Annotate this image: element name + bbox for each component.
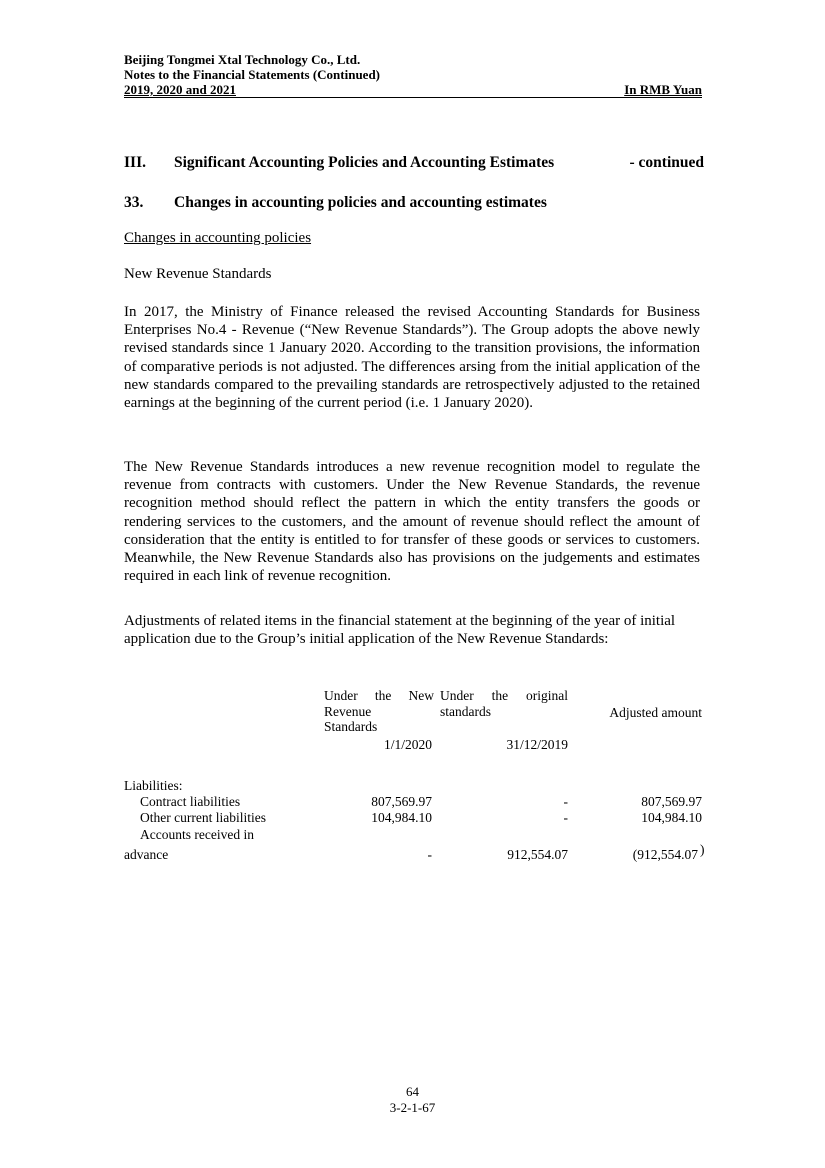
section-title: Significant Accounting Policies and Accounting Estimates [174, 154, 555, 171]
cell-other-original: - [563, 810, 568, 825]
row-label-other-current-liabilities: Other current liabilities [140, 810, 266, 825]
column-header-new-standards-line2: Standards [324, 719, 378, 734]
page-number: 64 [406, 1084, 419, 1099]
cell-advance-adjusted: (912,554.07 [632, 847, 698, 862]
cell-contract-original: - [563, 794, 568, 809]
column-date-new: 1/1/2020 [383, 737, 432, 752]
new-revenue-standards-heading: New Revenue Standards [124, 266, 272, 282]
cell-advance-original: 912,554.07 [507, 847, 568, 862]
group-label-liabilities: Liabilities: [124, 778, 183, 793]
document-subtitle: Notes to the Financial Statements (Continued) [124, 67, 381, 82]
column-header-original-standards [440, 688, 568, 719]
cell-other-adjusted: 104,984.10 [641, 810, 702, 825]
currency-note: In RMB Yuan [624, 82, 702, 97]
column-header-original-line2: standards [440, 703, 491, 719]
cell-other-new: 104,984.10 [371, 810, 432, 825]
section-heading [124, 154, 704, 172]
paragraph-2: The New Revenue Standards introduces a new revenue recognition model to regulate the revenue from contracts with customers. Under the New Revenue Standards, the revenue recognition method should reflect the pattern in which the entity transfers the goods or rendering services to the customers, and the amount of revenue should reflect the amount of consideration that the entity is entitled to for transfer of these goods or services to customers. Meanwhile, the New Revenue Standards also has provisions on the judgements and estimates required in each link of revenue recognition. [124, 459, 700, 585]
cell-contract-new: 807,569.97 [371, 794, 432, 809]
header-period-row [124, 82, 702, 98]
column-header-new-standards [324, 688, 434, 735]
column-header-adjusted-amount: Adjusted amount [609, 705, 702, 720]
page-header [124, 52, 702, 98]
cell-advance-new: - [427, 847, 432, 862]
section-suffix: - continued [629, 154, 704, 171]
section-number: III. [124, 154, 146, 171]
cell-contract-adjusted: 807,569.97 [641, 794, 702, 809]
document-reference: 3-2-1-67 [389, 1100, 436, 1115]
row-label-accounts-received-line2: advance [124, 847, 169, 862]
row-label-contract-liabilities: Contract liabilities [140, 794, 241, 809]
paragraph-1: In 2017, the Ministry of Finance released the revised Accounting Standards for Business Enterprises No.4 - Revenue (“New Revenue Standards”). The Group adopts the above newly revised standards since 1 January 2020. According to the transition provisions, the information of comparative periods is not adjusted. The differences arsing from the initial application of the new standards compared to the prevailing standards are retrospectively adjusted to the retained earnings at the beginning of the current period (i.e. 1 January 2020). [124, 304, 700, 412]
row-label-accounts-received-line1: Accounts received in [140, 827, 254, 842]
column-header-new-standards-line1: Under the New Revenue [324, 688, 434, 719]
subsection-title: Changes in accounting policies and accounting estimates [174, 194, 547, 211]
subsection-number: 33. [124, 194, 144, 211]
changes-in-policies-heading: Changes in accounting policies [124, 230, 312, 246]
paragraph-3: Adjustments of related items in the financial statement at the beginning of the year of initial application due to the Group’s initial application of the New Revenue Standards: [124, 613, 676, 648]
period-years: 2019, 2020 and 2021 [124, 82, 236, 97]
column-date-original: 31/12/2019 [506, 737, 568, 752]
cell-advance-adjusted-close-paren: ) [700, 842, 705, 857]
company-name: Beijing Tongmei Xtal Technology Co., Ltd. [124, 52, 361, 67]
subsection-heading [124, 194, 704, 212]
column-header-original-line1: Under the original [440, 688, 568, 703]
